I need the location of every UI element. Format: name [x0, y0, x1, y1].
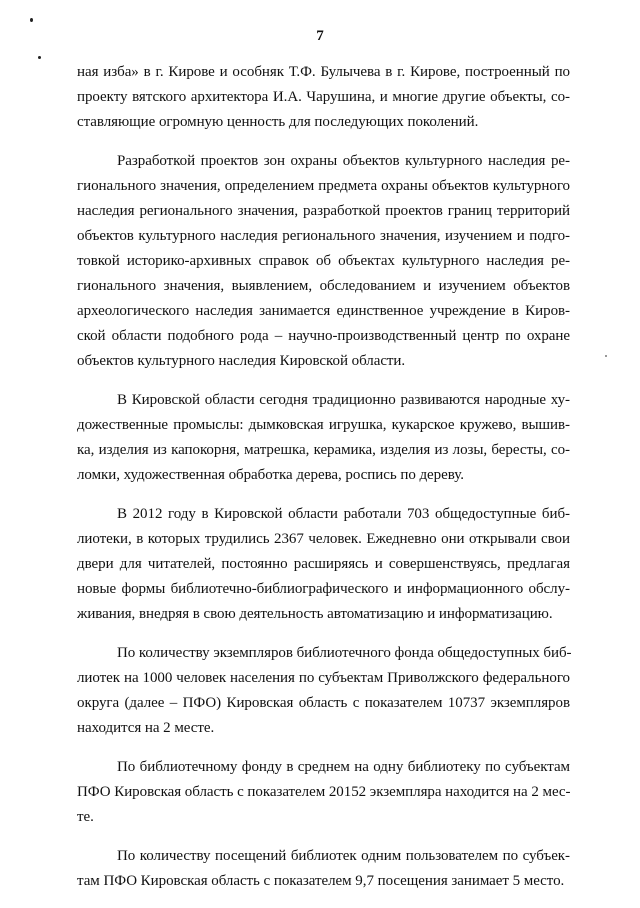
text-line: ПФО Кировская область с показателем 20152 экземпляра находится на 2 мес-	[77, 784, 571, 800]
text-line: те.	[77, 809, 94, 825]
text-line: В 2012 году в Кировской области работали 703 общедоступные биб-	[117, 506, 570, 522]
text-line: ломки, художественная обработка дерева, роспись по дереву.	[77, 467, 464, 483]
text-line: живания, внедряя в свою деятельность автоматизацию и информатизацию.	[77, 606, 553, 622]
text-line: По количеству экземпляров библиотечного фонда общедоступных биб-	[117, 645, 572, 661]
text-line: гионального значения, выявлением, обследованием и изучением объектов	[77, 278, 570, 294]
text-line: ка, изделия из капокорня, матрешка, керамика, изделия из лозы, бересты, со-	[77, 442, 570, 458]
text-line: В Кировской области сегодня традиционно развиваются народные ху-	[117, 392, 570, 408]
text-line: округа (далее – ПФО) Кировская область с показателем 10737 экземпляров	[77, 695, 570, 711]
text-line: лиотеки, в которых трудились 2367 человек. Ежедневно они открывали свои	[77, 531, 570, 547]
text-line: проекту вятского архитектора И.А. Чарушина, и многие другие объекты, со-	[77, 89, 570, 105]
text-line: новые формы библиотечно-библиографического и информационного обслу-	[77, 581, 570, 597]
text-line: двери для читателей, постоянно расширяясь и совершенствуясь, предлагая	[77, 556, 570, 572]
text-line: ставляющие огромную ценность для последующих поколений.	[77, 114, 479, 130]
text-line: По количеству посещений библиотек одним пользователем по субъек-	[117, 848, 570, 864]
scan-speck	[38, 56, 41, 59]
text-line: там ПФО Кировская область с показателем 9,7 посещения занимает 5 место.	[77, 873, 565, 889]
paragraph	[77, 755, 570, 830]
paragraph	[77, 641, 570, 741]
paragraph	[77, 844, 570, 894]
paragraph	[77, 388, 570, 488]
text-line: археологического наследия занимается единственное учреждение в Киров-	[77, 303, 570, 319]
paragraph	[77, 502, 570, 627]
text-line: Разработкой проектов зон охраны объектов культурного наследия ре-	[117, 153, 570, 169]
document-body	[77, 60, 570, 908]
text-line: По библиотечному фонду в среднем на одну библиотеку по субъектам	[117, 759, 570, 775]
page-number: 7	[316, 28, 324, 44]
scan-speck	[30, 18, 33, 22]
text-line: находится на 2 месте.	[77, 720, 215, 736]
text-line: гионального значения, определением предмета охраны объектов культурного	[77, 178, 570, 194]
text-line: объектов культурного наследия регионального значения, изучением и подго-	[77, 228, 570, 244]
paragraph	[77, 60, 570, 135]
text-line: наследия регионального значения, разработкой проектов границ территорий	[77, 203, 570, 219]
scan-speck	[605, 355, 607, 357]
text-line: дожественные промыслы: дымковская игрушка, кукарское кружево, вышив-	[77, 417, 570, 433]
text-line: ная изба» в г. Кирове и особняк Т.Ф. Булычева в г. Кирове, построенный по	[77, 64, 570, 80]
text-line: лиотек на 1000 человек населения по субъектам Приволжского федерального	[77, 670, 570, 686]
text-line: ской области подобного рода – научно-производственный центр по охране	[77, 328, 570, 344]
paragraph	[77, 149, 570, 374]
text-line: товкой историко-архивных справок об объектах культурного наследия ре-	[77, 253, 570, 269]
text-line: объектов культурного наследия Кировской области.	[77, 353, 406, 369]
